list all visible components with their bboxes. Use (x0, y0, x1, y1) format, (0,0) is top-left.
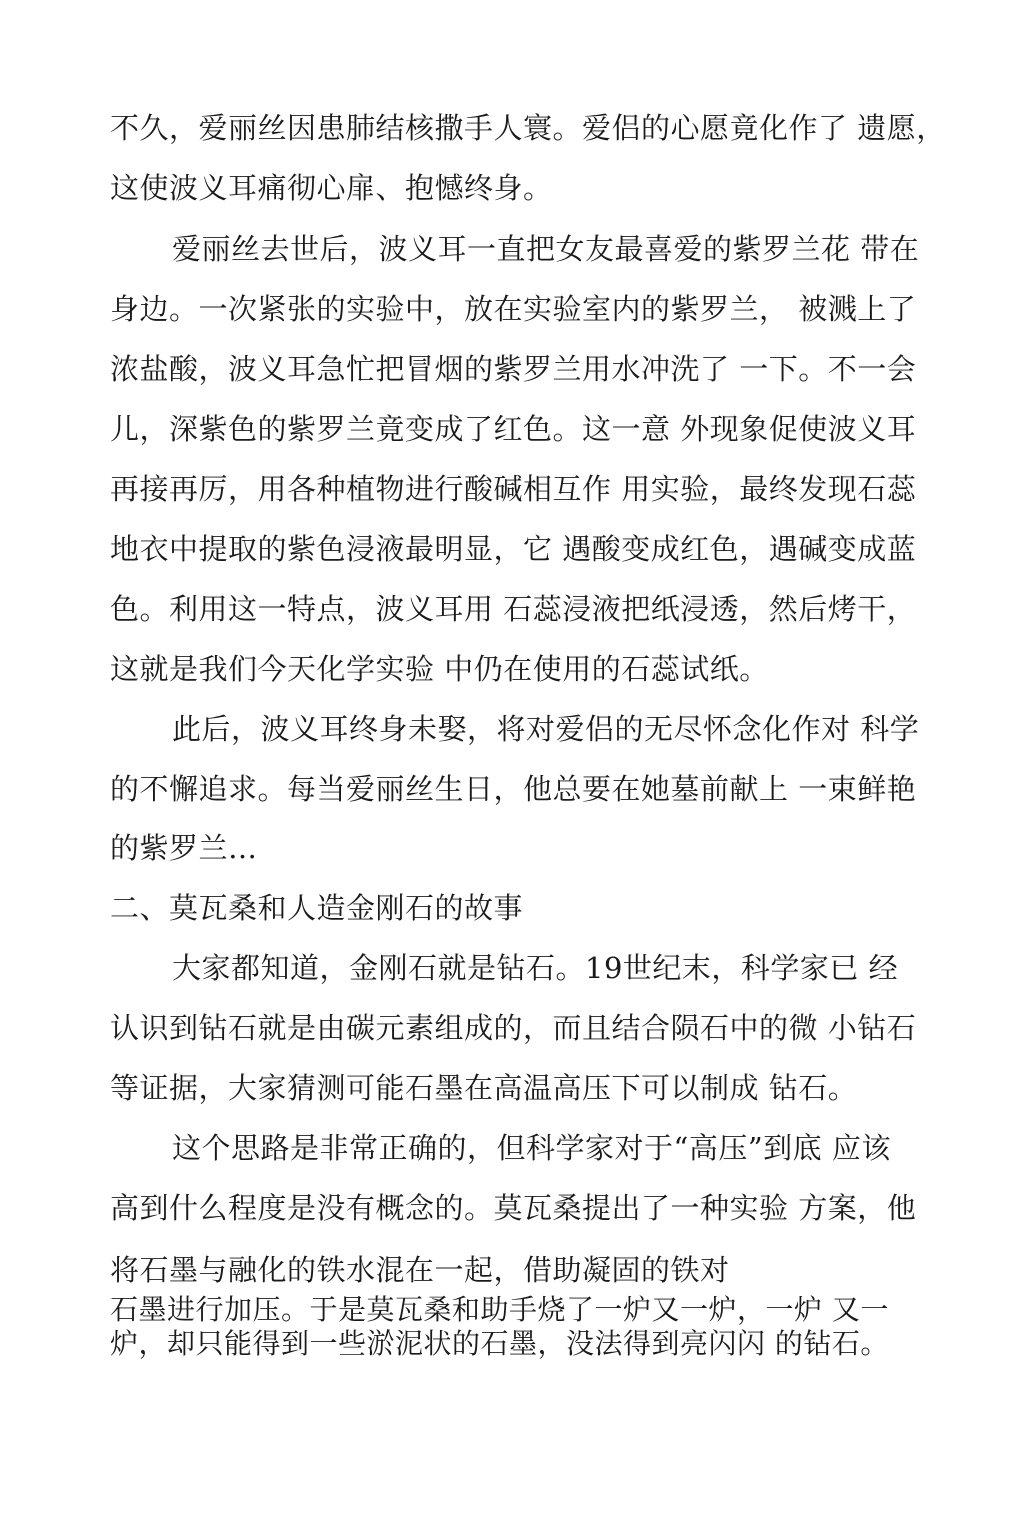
paragraph-start-line: 这个思路是非常正确的，但科学家对于“高压”到底 应该 (172, 1131, 891, 1165)
text-line: 这就是我们今天化学实验 中仍在使用的石蕊试纸。 (110, 652, 769, 686)
paragraph-start-line: 此后，波义耳终身未娶，将对爱侣的无尽怀念化作对 科学 (172, 712, 920, 746)
text-line: 的不懈追求。每当爱丽丝生日，他总要在她墓前献上 一束鲜艳 (110, 772, 917, 806)
text-line: 石墨进行加压。于是莫瓦桑和助手烧了一炉又一炉，一炉 又一 (110, 1293, 889, 1326)
text-line: 身边。一次紧张的实验中，放在实验室内的紫罗兰， 被溅上了 (110, 292, 917, 326)
paragraph-start-line: 大家都知道，金刚石就是钻石。19世纪末，科学家已 经 (172, 951, 899, 985)
text-line: 将石墨与融化的铁水混在一起，借助凝固的铁对 (110, 1253, 730, 1287)
text-line: 儿，深紫色的紫罗兰竟变成了红色。这一意 外现象促使波义耳 (110, 412, 917, 446)
text-line: 地衣中提取的紫色浸液最明显，它 遇酸变成红色，遇碱变成蓝 (110, 532, 917, 566)
text-line: 炉，却只能得到一些淤泥状的石墨，没法得到亮闪闪 的钻石。 (110, 1327, 889, 1360)
text-line: 的紫罗兰… (110, 831, 258, 865)
text-line: 不久，爱丽丝因患肺结核撒手人寰。爱侣的心愿竟化作了 遗愿， (110, 111, 946, 145)
paragraph-start-line: 爱丽丝去世后，波义耳一直把女友最喜爱的紫罗兰花 带在 (172, 232, 920, 266)
text-line: 这使波义耳痛彻心扉、抱憾终身。 (110, 171, 553, 205)
text-line: 高到什么程度是没有概念的。莫瓦桑提出了一种实验 方案，他 (110, 1191, 917, 1225)
text-line: 再接再厉，用各种植物进行酸碱相互作 用实验，最终发现石蕊 (110, 472, 917, 506)
text-line: 等证据，大家猜测可能石墨在高温高压下可以制成 钻石。 (110, 1071, 858, 1105)
text-line: 浓盐酸，波义耳急忙把冒烟的紫罗兰用水冲洗了 一下。不一会 (110, 352, 917, 386)
text-line: 色。利用这一特点，波义耳用 石蕊浸液把纸浸透，然后烤干， (110, 592, 917, 626)
section-heading: 二、莫瓦桑和人造金刚石的故事 (110, 891, 524, 925)
text-line: 认识到钻石就是由碳元素组成的，而且结合陨石中的微 小钻石 (110, 1011, 917, 1045)
